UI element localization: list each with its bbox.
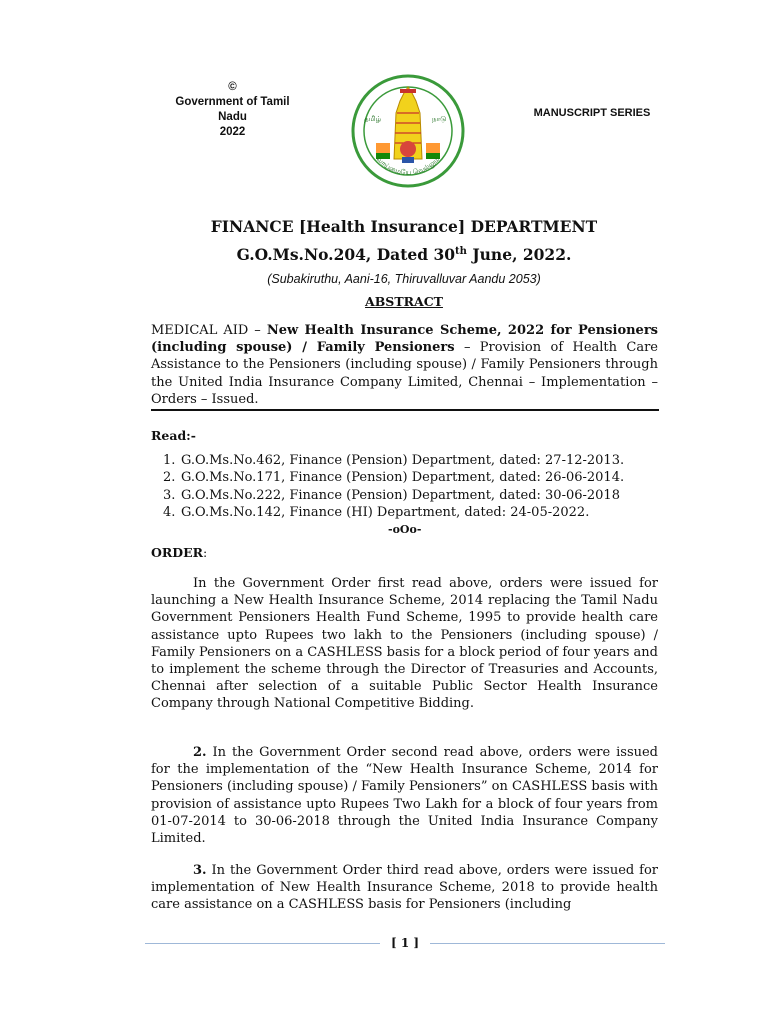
paragraph-number: 3.: [193, 863, 207, 878]
issuer-name: Government of Tamil Nadu: [175, 96, 290, 123]
abstract-heading: ABSTRACT: [365, 294, 443, 309]
reference-number: 1.: [163, 453, 176, 468]
list-item: [163, 487, 663, 504]
department-heading: FINANCE [Health Insurance] DEPARTMENT: [210, 217, 598, 236]
read-label: Read:-: [151, 428, 196, 443]
subject-rest: – Provision of Health Care Assistance to the Pensioners (including spouse) / Family Pensioners through the United India Insurance Company Limited, Chennai – Implementation – Orders – Issued.: [151, 340, 658, 407]
reference-text: G.O.Ms.No.462, Finance (Pension) Department, dated: 27-12-2013.: [181, 453, 625, 468]
subject-scheme-name: New Health Insurance Scheme, 2022 for Pensioners (including spouse) / Family Pensioners: [151, 323, 658, 356]
reference-number: 4.: [163, 505, 176, 521]
footer-rule-left: [145, 943, 380, 944]
emblem-motto: வாய்மையே வெல்லும்: [374, 154, 442, 177]
abstract-divider: [151, 409, 659, 411]
paragraph-text: In the Government Order first read above, orders were issued for launching a New Health Insurance Scheme, 2014 replacing the Tamil Nadu Government Pensioners Health Fund Scheme, 1995 to provide health care assistance upto Rupees two lakh to the Pensioners (including spouse) / Family Pensioners on a CASHLESS basis for a block period of four years and to implement the scheme through the Director of Treasuries and Accounts, Chennai after selection of a suitable Public Sector Health Insurance Company through National Competitive Bidding.: [151, 576, 658, 712]
copyright-block: [160, 80, 305, 140]
reference-number: 3.: [163, 487, 176, 503]
list-item: [163, 504, 663, 521]
go-date-superscript: th: [455, 246, 467, 257]
subject-lead: MEDICAL AID –: [151, 323, 267, 338]
paragraph-text: In the Government Order second read above, orders were issued for the implementation of the “New Health Insurance Scheme, 2014 for Pensioners (including spouse) / Family Pensioners” on CASHLESS basis with provision of assistance upto Rupees Two Lakh for a block of four years from 01-07-2014 to 30-06-2018 through the United India Insurance Company Limited.: [151, 745, 658, 847]
paragraph-text: In the Government Order third read above, orders were issued for implementation of New Health Insurance Scheme, 2018 to provide health care assistance on a CASHLESS basis for Pensioners (including: [151, 863, 658, 913]
tamil-calendar-date: (Subakiruthu, Aani-16, Thiruvalluvar Aandu 2053): [267, 272, 541, 286]
list-item: [163, 452, 663, 469]
issue-year: 2022: [219, 126, 246, 138]
order-paragraph-2: [151, 744, 658, 847]
abstract-subject: [151, 322, 658, 408]
order-label: ORDER: [151, 545, 204, 560]
go-number-suffix: June, 2022.: [466, 245, 572, 264]
order-paragraph-1: [151, 575, 658, 713]
reference-list: [163, 452, 663, 522]
footer-rule-right: [430, 943, 665, 944]
page-number: [ 1 ]: [390, 936, 420, 950]
paragraph-number: 2.: [193, 745, 207, 760]
reference-text: G.O.Ms.No.142, Finance (HI) Department, dated: 24-05-2022.: [181, 505, 590, 521]
tamil-nadu-emblem: [350, 73, 466, 189]
section-separator: -oOo-: [388, 523, 422, 536]
list-item: [163, 469, 663, 486]
go-number-heading: [0, 245, 768, 264]
manuscript-series-label: MANUSCRIPT SERIES: [533, 107, 651, 119]
order-colon: :: [203, 545, 208, 560]
order-paragraph-3: [151, 862, 658, 914]
reference-text: G.O.Ms.No.222, Finance (Pension) Department, dated: 30-06-2018: [181, 487, 620, 503]
svg-text:நாடு: நாடு: [432, 115, 447, 123]
order-heading: [151, 545, 207, 560]
go-number-prefix: G.O.Ms.No.204, Dated 30: [236, 245, 456, 264]
reference-text: G.O.Ms.No.171, Finance (Pension) Department, dated: 26-06-2014.: [181, 470, 625, 486]
svg-text:தமிழ்: தமிழ்: [364, 115, 382, 123]
copyright-symbol: ©: [228, 81, 237, 93]
reference-number: 2.: [163, 470, 176, 486]
